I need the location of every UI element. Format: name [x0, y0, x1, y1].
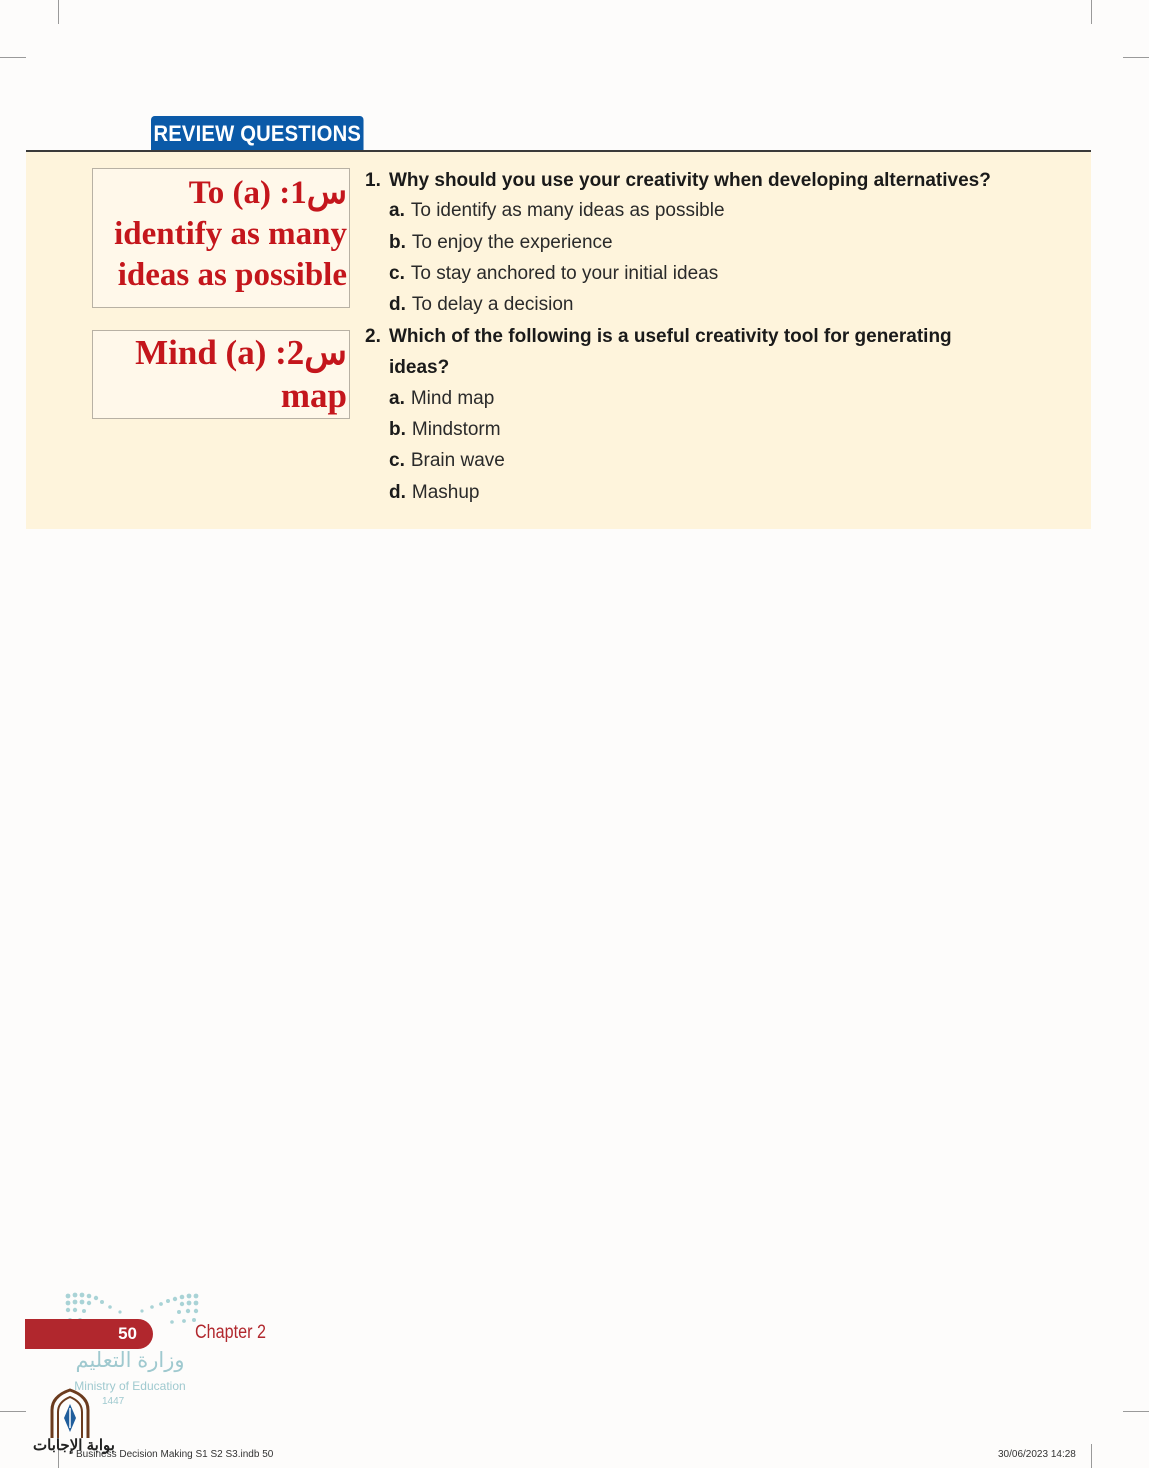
header-rule: [26, 150, 1091, 152]
option-text: To identify as many ideas as possible: [410, 200, 725, 221]
option-letter: c.: [389, 263, 405, 284]
crop-mark: [0, 57, 26, 58]
option-text: Mindstorm: [411, 419, 501, 440]
ministry-year: 1447: [102, 1396, 125, 1407]
ministry-name-arabic: وزارة التعليم: [75, 1349, 185, 1372]
option-1a: [389, 197, 725, 225]
option-text: Mind map: [410, 388, 495, 409]
option-text: Brain wave: [410, 450, 505, 471]
print-slug-date: 30/06/2023 14:28: [998, 1449, 1076, 1460]
option-letter: a.: [389, 200, 405, 221]
question-1: [365, 165, 1025, 196]
option-1d: [389, 291, 574, 319]
option-2b: [389, 416, 501, 444]
option-1b: [389, 229, 613, 257]
crop-mark: [58, 0, 59, 24]
option-text: To enjoy the experience: [411, 232, 613, 253]
portal-logo-icon: [46, 1388, 94, 1440]
answer-line: ideas as possible: [117, 257, 347, 293]
section-title: REVIEW QUESTIONS: [151, 116, 364, 151]
option-letter: a.: [389, 388, 405, 409]
crop-mark: [1123, 57, 1149, 58]
portal-name: بوابة الإجابات: [33, 1437, 115, 1454]
option-1c: [389, 260, 718, 288]
ministry-name-english: Ministry of Education: [74, 1379, 186, 1393]
chapter-label: Chapter 2: [195, 1322, 266, 1343]
answer-line: To (a) :1س: [188, 175, 347, 211]
print-slug-file: Business Decision Making S1 S2 S3.indb 50: [76, 1449, 274, 1460]
answer-line: identify as many: [114, 216, 347, 252]
option-letter: b.: [389, 232, 406, 253]
question-2: [365, 321, 1025, 383]
option-text: To stay anchored to your initial ideas: [410, 263, 719, 284]
answer-line: Mind (a) :2س: [135, 333, 347, 372]
option-letter: c.: [389, 450, 405, 471]
crop-mark: [1091, 0, 1092, 24]
page-number: 50: [25, 1319, 153, 1349]
answer-box-2: [92, 330, 350, 419]
option-text: To delay a decision: [411, 294, 574, 315]
question-text: Which of the following is a useful creativity tool for generating: [389, 326, 952, 347]
answer-line: map: [280, 376, 347, 415]
question-text-continued: ideas?: [389, 357, 450, 378]
option-2d: [389, 479, 480, 507]
option-letter: b.: [389, 419, 406, 440]
option-2a: [389, 385, 494, 413]
crop-mark: [1091, 1444, 1092, 1468]
option-text: Mashup: [411, 482, 480, 503]
question-number: 2.: [365, 326, 381, 347]
crop-mark: [0, 1411, 26, 1412]
question-number: 1.: [365, 170, 381, 191]
option-letter: d.: [389, 294, 406, 315]
option-letter: d.: [389, 482, 406, 503]
option-2c: [389, 447, 505, 475]
crop-mark: [1123, 1411, 1149, 1412]
question-text: Why should you use your creativity when developing alternatives?: [389, 170, 991, 191]
answer-box-1: [92, 168, 350, 308]
